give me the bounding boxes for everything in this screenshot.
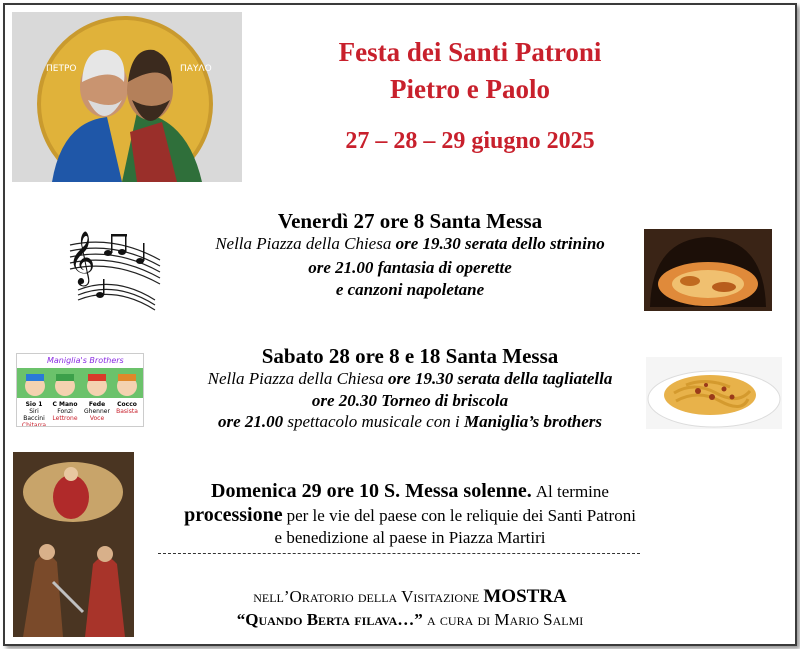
band-member-name: C Mano [52,401,78,408]
band-member-sub: Fonzi [57,408,73,415]
wood-oven-image [644,229,772,311]
sunday-heading-rest: Al termine [535,482,609,501]
sunday-procession: processione [184,504,283,526]
friday-line2: ore 21.00 fantasia di operette [308,258,512,277]
friday-line1-location: Nella Piazza della Chiesa [215,234,392,253]
band-member-name: Fede [88,401,106,408]
svg-text:𝄞: 𝄞 [68,230,96,284]
festival-dates: 27 – 28 – 29 giugno 2025 [345,128,595,154]
saturday-line1-event: ore 19.30 serata della tagliatella [388,369,613,388]
music-notes-image [60,205,168,320]
exhibit-location: nell’Oratorio della Visitazione [253,587,480,606]
saturday-line1 [150,368,670,390]
saints-icon-image [12,12,242,182]
exhibit-mostra: MOSTRA [483,586,567,607]
sunday-line3: e benedizione al paese in Piazza Martiri [274,528,546,547]
icon-label-right: ΠΑΥΛΟ [180,64,212,74]
band-member-sub: Siri Baccini [23,408,45,422]
band-member-role: Chitarra [21,422,47,427]
religious-painting-image [13,452,134,637]
band-member-name: Cocco [117,401,137,408]
saturday-heading: Sabato 28 ore 8 e 18 Santa Messa [261,344,559,368]
exhibit-line1 [150,586,670,608]
exhibit-title: “Quando Berta filava…” [236,610,423,629]
friday-line1 [170,233,650,255]
saturday-line3-text: spettacolo musicale con i [287,412,460,431]
saturday-line3-time: ore 21.00 [217,412,284,431]
band-member-sub: Ghenner [84,408,110,415]
sunday-line1 [150,479,670,505]
saturday-line1-location: Nella Piazza della Chiesa [207,369,384,388]
friday-heading: Venerdì 27 ore 8 Santa Messa [277,209,543,233]
band-image-title: Maniglia's Brothers [47,356,124,365]
festival-title: Festa dei Santi Patroni [338,37,602,67]
saturday-line3 [150,411,670,433]
band-member-role: Voce [89,415,105,422]
band-cartoon-image [16,353,144,427]
sunday-line2 [140,503,680,529]
band-member [50,401,80,422]
band-member-role: Lettrone [52,415,78,422]
festival-subtitle: Pietro e Paolo [390,74,550,104]
sunday-heading: Domenica 29 ore 10 S. Messa solenne. [211,480,532,502]
band-member [82,401,112,422]
band-member-name: Sio 1 [25,401,43,408]
sunday-procession-rest: per le vie del paese con le reliquie dei Santi Patroni [286,506,636,525]
friday-line1-event: ore 19.30 serata dello strinino [395,234,605,253]
separator-line [158,553,640,554]
saturday-line2: ore 20.30 Torneo di briscola [311,391,509,410]
saturday-line3-band: Maniglia’s brothers [463,412,603,431]
tagliatelle-image [646,357,782,429]
band-member-role: Basista [116,408,138,415]
exhibit-curator: a cura di Mario Salmi [427,610,584,629]
band-member [112,401,142,415]
icon-label-left: ΠΕΤΡΟ [46,64,77,74]
band-member [19,401,49,427]
friday-line3: e canzoni napoletane [335,280,485,299]
exhibit-line2 [150,609,670,631]
